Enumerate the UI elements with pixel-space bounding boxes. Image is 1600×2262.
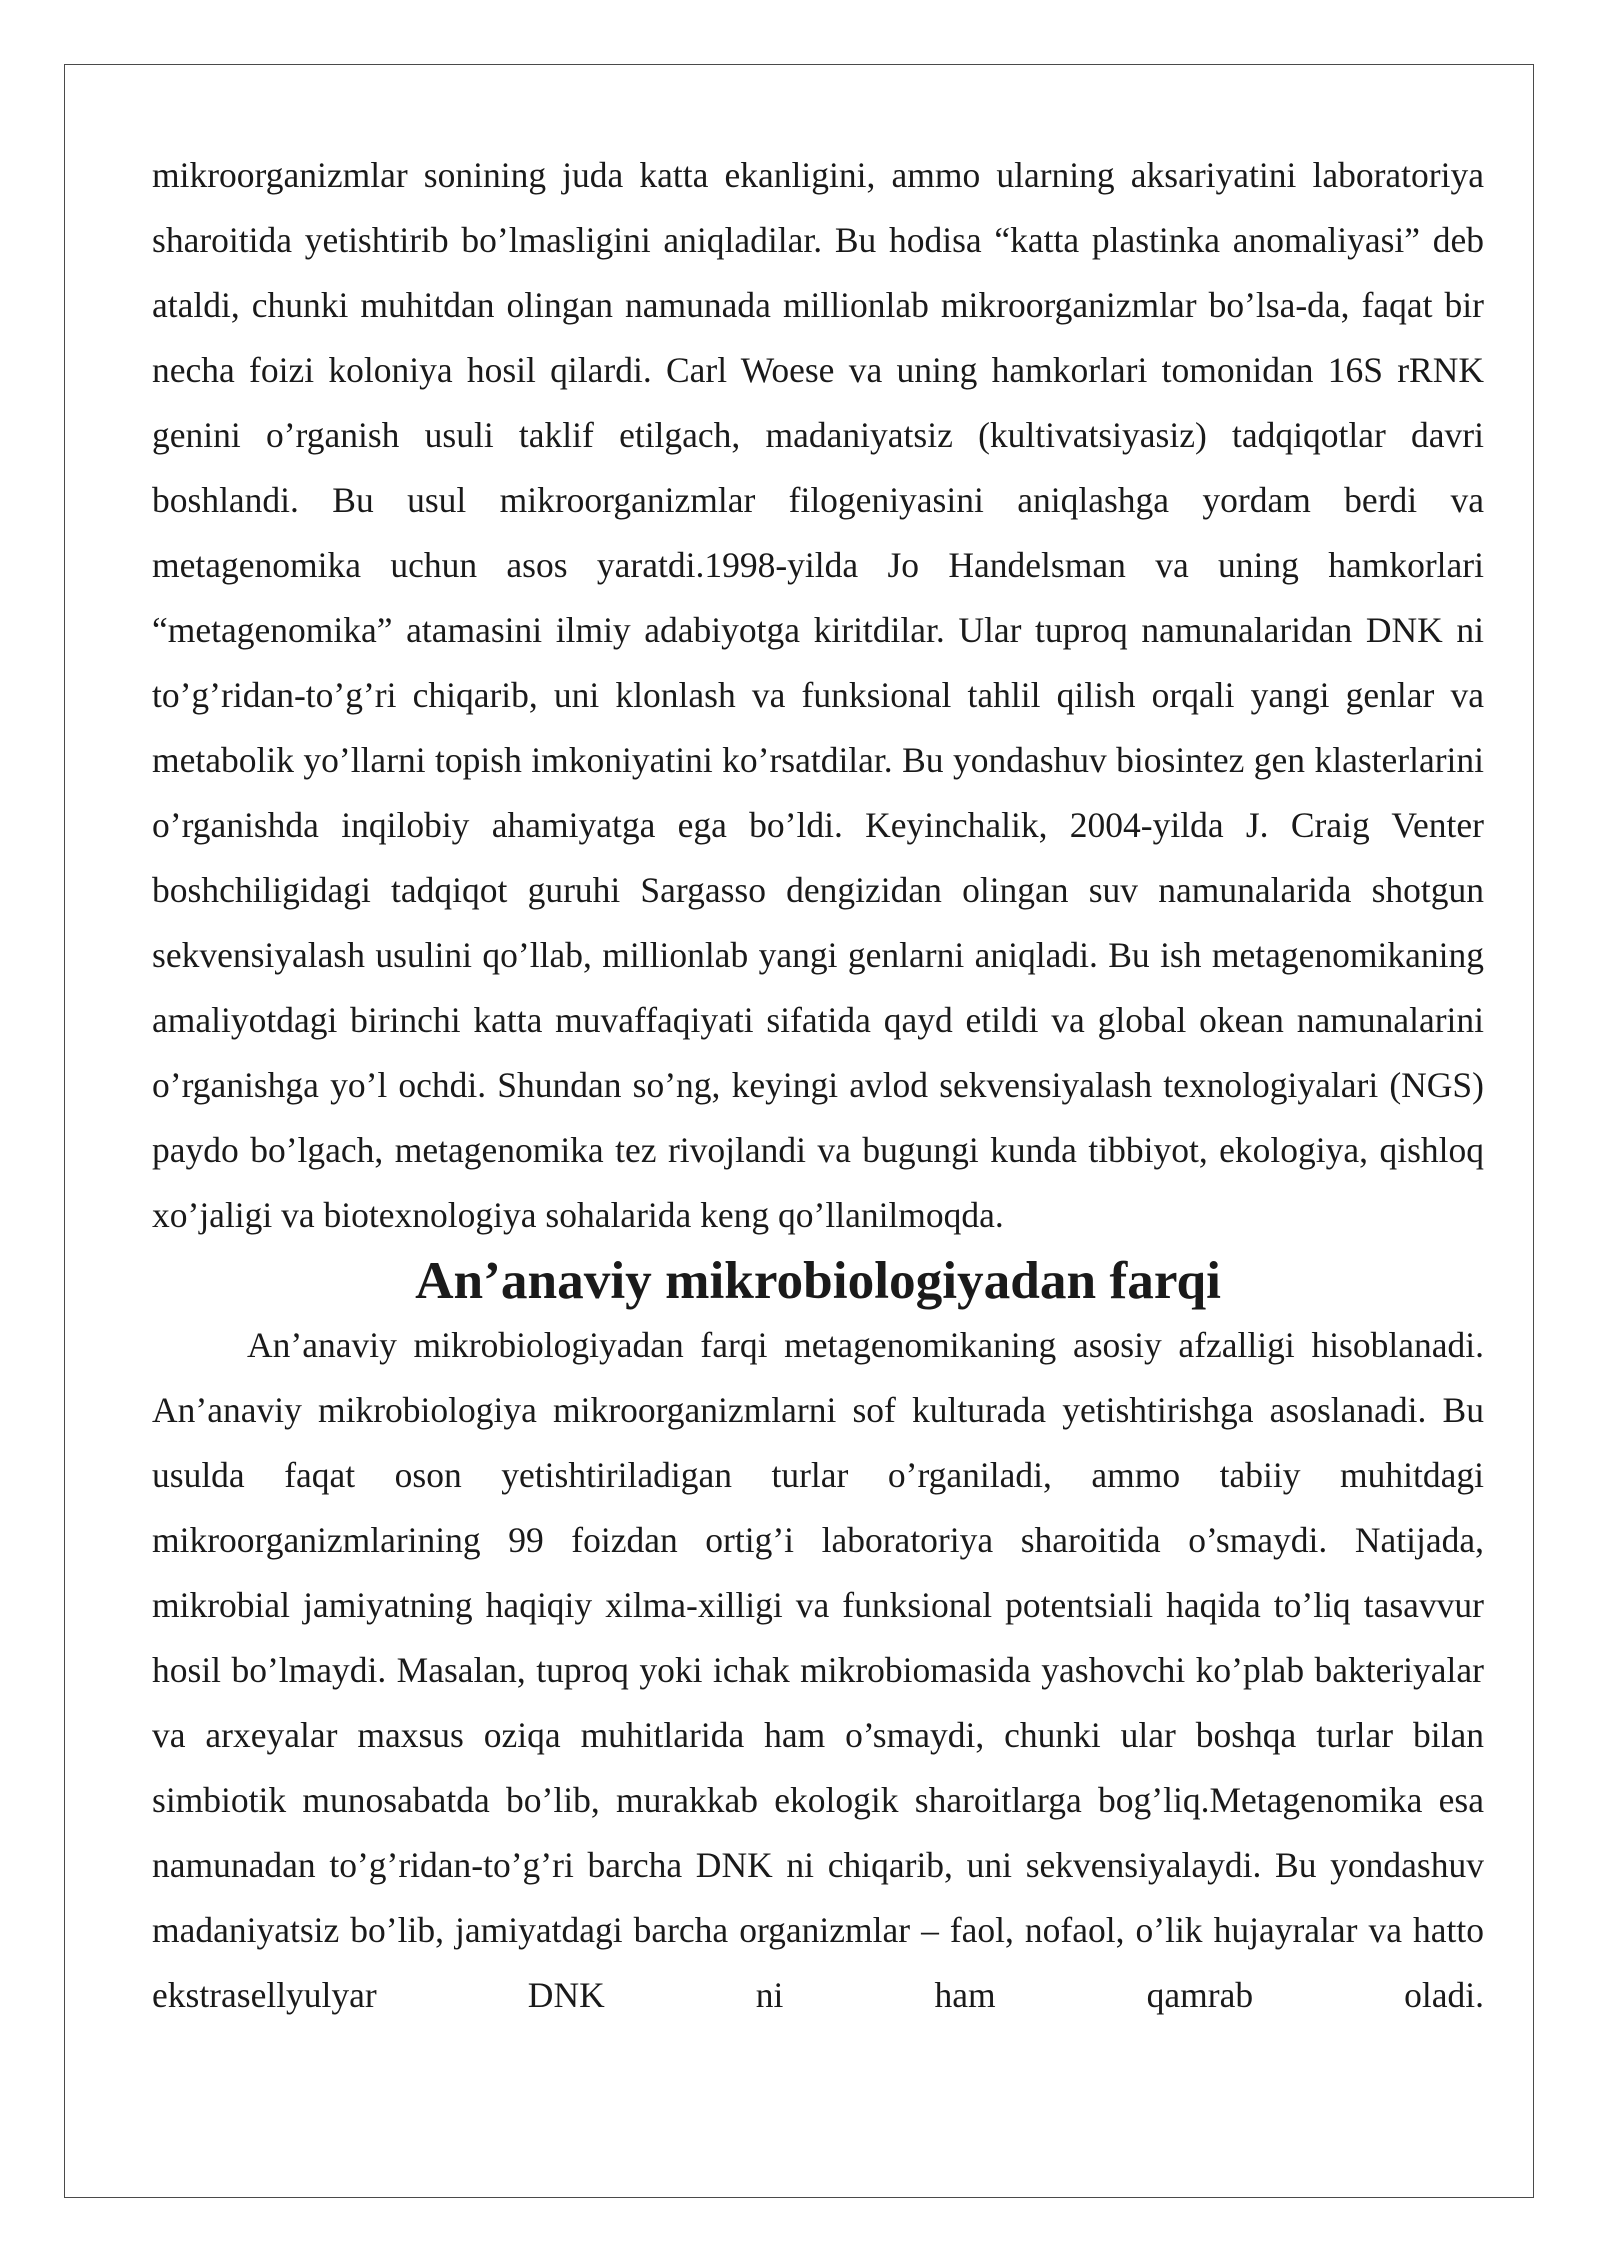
body-paragraph: An’anaviy mikrobiologiyadan farqi metagenomikaning asosiy afzalligi hisoblanadi. An’anaviy mikrobiologiya mikroorganizmlarni sof kulturada yetishtirishga asoslanadi. Bu usulda faqat oson yetishtiriladigan turlar o’rganiladi, ammo tabiiy muhitdagi mikroorganizmlarining 99 foizdan ortig’i laboratoriya sharoitida o’smaydi. Natijada, mikrobial jamiyatning haqiqiy xilma-xilligi va funksional potentsiali haqida to’liq tasavvur hosil bo’lmaydi. Masalan, tuproq yoki ichak mikrobiomasida yashovchi ko’plab bakteriyalar va arxeyalar maxsus oziqa muhitlarida ham o’smaydi, chunki ular boshqa turlar bilan simbiotik munosabatda bo’lib, murakkab ekologik sharoitlarga bog’liq.Metagenomika esa namunadan to’g’ridan-to’g’ri barcha DNK ni chiqarib, uni sekvensiyalaydi. Bu yondashuv madaniyatsiz bo’lib, jamiyatdagi barcha organizmlar – faol, nofaol, o’lik hujayralar va hatto ekstrasellyulyar DNK ni ham qamrab oladi. — [152, 1325, 1484, 2015]
body-paragraph: mikroorganizmlar sonining juda katta ekanligini, ammo ularning aksariyatini laboratoriya sharoitida yetishtirib bo’lmasligini aniqladilar. Bu hodisa “katta plastinka anomaliyasi” deb ataldi, chunki muhitdan olingan namunada millionlab mikroorganizmlar bo’lsa-da, faqat bir necha foizi koloniya hosil qilardi. Carl Woese va uning hamkorlari tomonidan 16S rRNK genini o’rganish usuli taklif etilgach, madaniyatsiz (kultivatsiyasiz) tadqiqotlar davri boshlandi. Bu usul mikroorganizmlar filogeniyasini aniqlashga yordam berdi va metagenomika uchun asos yaratdi.1998-yilda Jo Handelsman va uning hamkorlari “metagenomika” atamasini ilmiy adabiyotga kiritdilar. Ular tuproq namunalaridan DNK ni to’g’ridan-to’g’ri chiqarib, uni klonlash va funksional tahlil qilish orqali yangi genlar va metabolik yo’llarni topish imkoniyatini ko’rsatdilar. Bu yondashuv biosintez gen klasterlarini o’rganishda inqilobiy ahamiyatga ega bo’ldi. Keyinchalik, 2004-yilda J. Craig Venter boshchiligidagi tadqiqot guruhi Sargasso dengizidan olingan suv namunalarida shotgun sekvensiyalash usulini qo’llab, millionlab yangi genlarni aniqladi. Bu ish metagenomikaning amaliyotdagi birinchi katta muvaffaqiyati sifatida qayd etildi va global okean namunalarini o’rganishga yo’l ochdi. Shundan so’ng, keyingi avlod sekvensiyalash texnologiyalari (NGS) paydo bo’lgach, metagenomika tez rivojlandi va bugungi kunda tibbiyot, ekologiya, qishloq xo’jaligi va biotexnologiya sohalarida keng qo’llanilmoqda. — [152, 155, 1484, 1235]
section-heading: An’anaviy mikrobiologiyadan farqi — [415, 1251, 1221, 1310]
document-body — [152, 143, 1484, 2028]
